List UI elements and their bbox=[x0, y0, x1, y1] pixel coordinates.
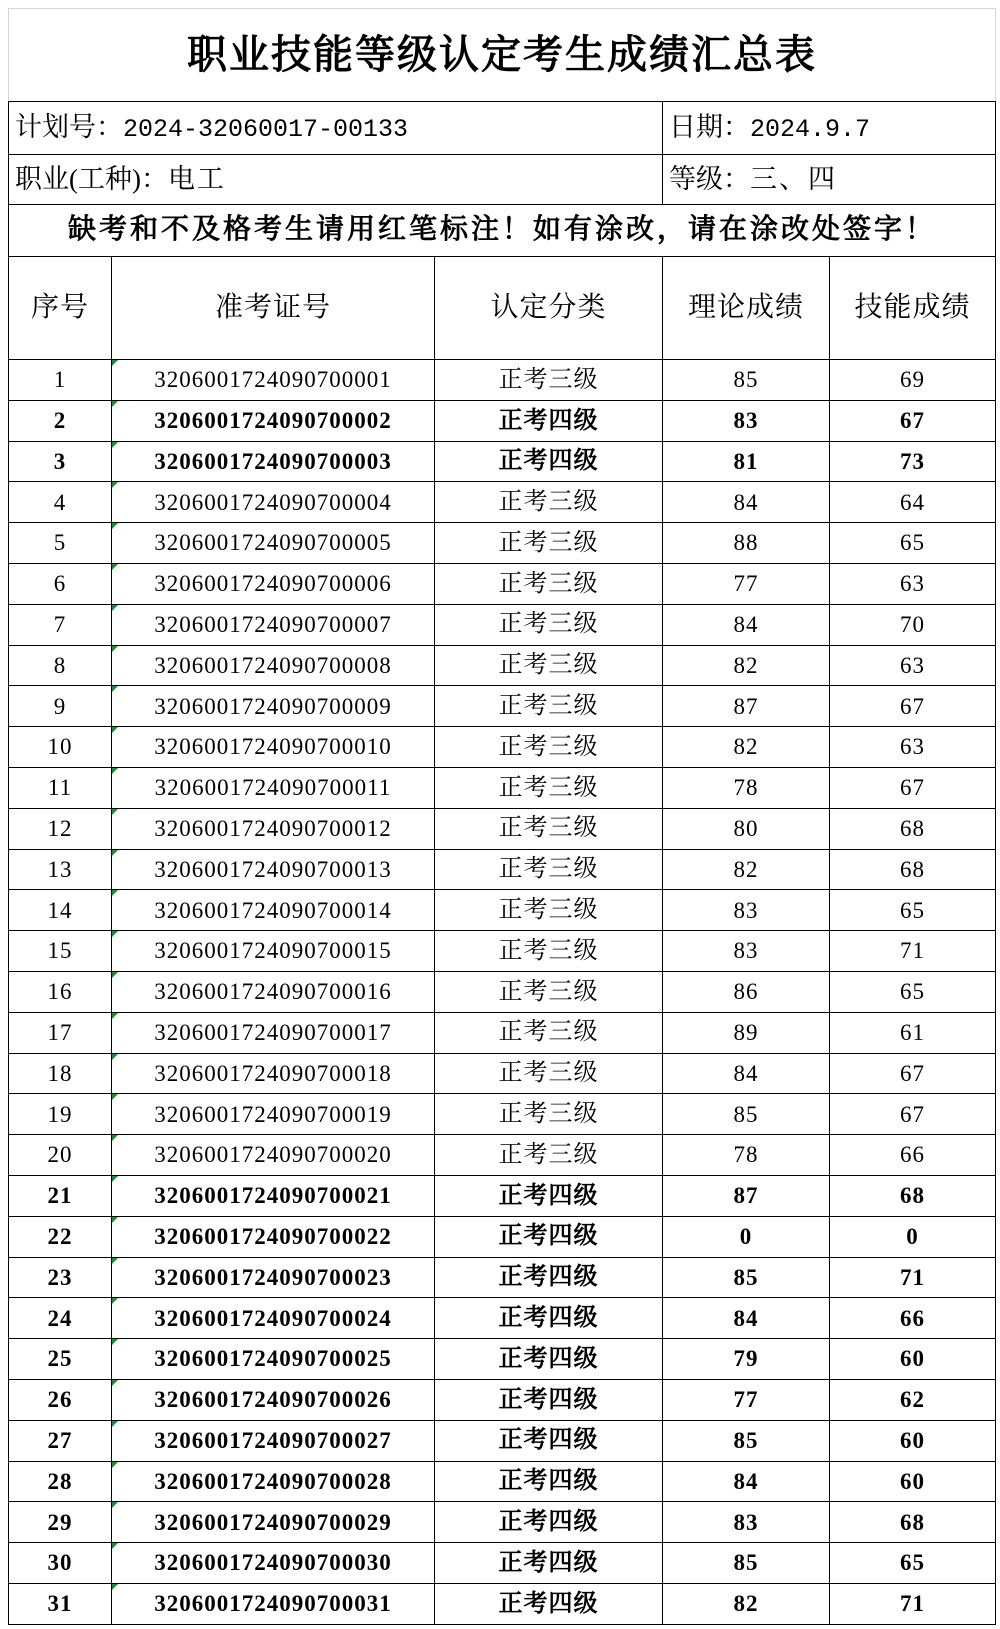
cell-skill-score: 68 bbox=[830, 1502, 996, 1543]
cell-exam-id: 3206001724090700020 bbox=[112, 1135, 435, 1176]
cell-category: 正考四级 bbox=[435, 441, 663, 482]
cell-category: 正考三级 bbox=[435, 1012, 663, 1053]
cell-exam-id: 3206001724090700003 bbox=[112, 441, 435, 482]
table-row bbox=[9, 604, 996, 645]
cell-skill-score: 66 bbox=[830, 1135, 996, 1176]
cell-category: 正考三级 bbox=[435, 482, 663, 523]
column-header-row bbox=[9, 257, 996, 360]
cell-exam-id: 3206001724090700005 bbox=[112, 523, 435, 564]
cell-theory-score: 82 bbox=[663, 849, 830, 890]
cell-seq: 9 bbox=[9, 686, 112, 727]
cell-skill-score: 68 bbox=[830, 849, 996, 890]
plan-number-cell bbox=[9, 102, 663, 155]
cell-exam-id: 3206001724090700018 bbox=[112, 1053, 435, 1094]
cell-theory-score: 79 bbox=[663, 1339, 830, 1380]
cell-seq: 12 bbox=[9, 808, 112, 849]
cell-exam-id: 3206001724090700023 bbox=[112, 1257, 435, 1298]
cell-category: 正考四级 bbox=[435, 1461, 663, 1502]
cell-seq: 23 bbox=[9, 1257, 112, 1298]
cell-skill-score: 67 bbox=[830, 1094, 996, 1135]
cell-category: 正考四级 bbox=[435, 1339, 663, 1380]
table-row bbox=[9, 686, 996, 727]
table-row bbox=[9, 1012, 996, 1053]
cell-category: 正考四级 bbox=[435, 1379, 663, 1420]
cell-seq: 17 bbox=[9, 1012, 112, 1053]
cell-skill-score: 61 bbox=[830, 1012, 996, 1053]
cell-theory-score: 84 bbox=[663, 604, 830, 645]
cell-category: 正考三级 bbox=[435, 931, 663, 972]
cell-seq: 4 bbox=[9, 482, 112, 523]
table-row bbox=[9, 1543, 996, 1584]
cell-seq: 21 bbox=[9, 1175, 112, 1216]
cell-category: 正考四级 bbox=[435, 1216, 663, 1257]
level-value: 三、四 bbox=[750, 163, 837, 194]
column-header-skill-score: 技能成绩 bbox=[830, 257, 996, 360]
column-header-exam-id: 准考证号 bbox=[112, 257, 435, 360]
cell-seq: 5 bbox=[9, 523, 112, 564]
table-row bbox=[9, 971, 996, 1012]
level-label: 等级： bbox=[669, 163, 750, 194]
cell-theory-score: 83 bbox=[663, 1502, 830, 1543]
cell-skill-score: 67 bbox=[830, 767, 996, 808]
cell-seq: 10 bbox=[9, 727, 112, 768]
cell-skill-score: 71 bbox=[830, 1257, 996, 1298]
cell-seq: 1 bbox=[9, 360, 112, 401]
cell-exam-id: 3206001724090700021 bbox=[112, 1175, 435, 1216]
cell-seq: 14 bbox=[9, 890, 112, 931]
cell-category: 正考四级 bbox=[435, 400, 663, 441]
cell-skill-score: 71 bbox=[830, 931, 996, 972]
cell-theory-score: 85 bbox=[663, 360, 830, 401]
date-label: 日期： bbox=[669, 111, 750, 142]
table-row bbox=[9, 1094, 996, 1135]
cell-exam-id: 3206001724090700006 bbox=[112, 563, 435, 604]
table-row bbox=[9, 849, 996, 890]
cell-category: 正考四级 bbox=[435, 1543, 663, 1584]
cell-theory-score: 84 bbox=[663, 482, 830, 523]
cell-theory-score: 83 bbox=[663, 931, 830, 972]
cell-skill-score: 73 bbox=[830, 441, 996, 482]
cell-theory-score: 84 bbox=[663, 1053, 830, 1094]
cell-exam-id: 3206001724090700030 bbox=[112, 1543, 435, 1584]
table-row bbox=[9, 1379, 996, 1420]
info-row-plan-date bbox=[9, 102, 996, 155]
cell-category: 正考三级 bbox=[435, 360, 663, 401]
cell-exam-id: 3206001724090700010 bbox=[112, 727, 435, 768]
cell-exam-id: 3206001724090700026 bbox=[112, 1379, 435, 1420]
table-body bbox=[9, 9, 996, 1625]
table-row bbox=[9, 400, 996, 441]
table-row bbox=[9, 1298, 996, 1339]
cell-category: 正考三级 bbox=[435, 971, 663, 1012]
cell-category: 正考三级 bbox=[435, 767, 663, 808]
cell-theory-score: 0 bbox=[663, 1216, 830, 1257]
cell-exam-id: 3206001724090700002 bbox=[112, 400, 435, 441]
cell-category: 正考四级 bbox=[435, 1502, 663, 1543]
cell-exam-id: 3206001724090700011 bbox=[112, 767, 435, 808]
cell-category: 正考三级 bbox=[435, 1094, 663, 1135]
cell-theory-score: 77 bbox=[663, 1379, 830, 1420]
cell-category: 正考四级 bbox=[435, 1298, 663, 1339]
cell-seq: 25 bbox=[9, 1339, 112, 1380]
cell-exam-id: 3206001724090700022 bbox=[112, 1216, 435, 1257]
cell-skill-score: 63 bbox=[830, 645, 996, 686]
cell-seq: 2 bbox=[9, 400, 112, 441]
table-row bbox=[9, 441, 996, 482]
score-summary-table bbox=[8, 8, 996, 1625]
level-cell bbox=[663, 155, 996, 205]
cell-exam-id: 3206001724090700008 bbox=[112, 645, 435, 686]
cell-skill-score: 69 bbox=[830, 360, 996, 401]
cell-exam-id: 3206001724090700016 bbox=[112, 971, 435, 1012]
plan-number-label: 计划号： bbox=[15, 111, 123, 142]
cell-exam-id: 3206001724090700014 bbox=[112, 890, 435, 931]
cell-skill-score: 60 bbox=[830, 1339, 996, 1380]
cell-theory-score: 83 bbox=[663, 890, 830, 931]
cell-category: 正考三级 bbox=[435, 808, 663, 849]
cell-seq: 28 bbox=[9, 1461, 112, 1502]
table-row bbox=[9, 1339, 996, 1380]
cell-exam-id: 3206001724090700031 bbox=[112, 1583, 435, 1624]
cell-category: 正考三级 bbox=[435, 727, 663, 768]
cell-skill-score: 64 bbox=[830, 482, 996, 523]
cell-exam-id: 3206001724090700007 bbox=[112, 604, 435, 645]
cell-exam-id: 3206001724090700019 bbox=[112, 1094, 435, 1135]
notice-text: 缺考和不及格考生请用红笔标注！如有涂改，请在涂改处签字！ bbox=[9, 205, 996, 257]
cell-category: 正考三级 bbox=[435, 686, 663, 727]
cell-skill-score: 65 bbox=[830, 523, 996, 564]
cell-skill-score: 70 bbox=[830, 604, 996, 645]
cell-theory-score: 78 bbox=[663, 1135, 830, 1176]
table-row bbox=[9, 1135, 996, 1176]
cell-exam-id: 3206001724090700017 bbox=[112, 1012, 435, 1053]
table-row bbox=[9, 727, 996, 768]
cell-skill-score: 65 bbox=[830, 971, 996, 1012]
cell-theory-score: 84 bbox=[663, 1298, 830, 1339]
cell-seq: 6 bbox=[9, 563, 112, 604]
table-row bbox=[9, 1420, 996, 1461]
column-header-category: 认定分类 bbox=[435, 257, 663, 360]
cell-seq: 19 bbox=[9, 1094, 112, 1135]
cell-theory-score: 85 bbox=[663, 1257, 830, 1298]
cell-exam-id: 3206001724090700001 bbox=[112, 360, 435, 401]
cell-skill-score: 67 bbox=[830, 400, 996, 441]
cell-skill-score: 68 bbox=[830, 808, 996, 849]
cell-exam-id: 3206001724090700015 bbox=[112, 931, 435, 972]
column-header-theory-score: 理论成绩 bbox=[663, 257, 830, 360]
cell-exam-id: 3206001724090700024 bbox=[112, 1298, 435, 1339]
cell-skill-score: 65 bbox=[830, 1543, 996, 1584]
cell-theory-score: 85 bbox=[663, 1543, 830, 1584]
info-row-occupation-level bbox=[9, 155, 996, 205]
cell-exam-id: 3206001724090700004 bbox=[112, 482, 435, 523]
cell-theory-score: 80 bbox=[663, 808, 830, 849]
cell-theory-score: 86 bbox=[663, 971, 830, 1012]
cell-exam-id: 3206001724090700028 bbox=[112, 1461, 435, 1502]
cell-theory-score: 89 bbox=[663, 1012, 830, 1053]
table-row bbox=[9, 1461, 996, 1502]
cell-seq: 31 bbox=[9, 1583, 112, 1624]
table-row bbox=[9, 931, 996, 972]
cell-category: 正考四级 bbox=[435, 1420, 663, 1461]
cell-skill-score: 0 bbox=[830, 1216, 996, 1257]
cell-theory-score: 88 bbox=[663, 523, 830, 564]
cell-skill-score: 68 bbox=[830, 1175, 996, 1216]
cell-theory-score: 78 bbox=[663, 767, 830, 808]
cell-exam-id: 3206001724090700013 bbox=[112, 849, 435, 890]
cell-seq: 16 bbox=[9, 971, 112, 1012]
cell-category: 正考四级 bbox=[435, 1257, 663, 1298]
cell-seq: 3 bbox=[9, 441, 112, 482]
cell-seq: 8 bbox=[9, 645, 112, 686]
occupation-cell bbox=[9, 155, 663, 205]
cell-theory-score: 82 bbox=[663, 727, 830, 768]
cell-seq: 22 bbox=[9, 1216, 112, 1257]
cell-category: 正考三级 bbox=[435, 645, 663, 686]
table-row bbox=[9, 808, 996, 849]
cell-seq: 26 bbox=[9, 1379, 112, 1420]
cell-skill-score: 66 bbox=[830, 1298, 996, 1339]
cell-seq: 11 bbox=[9, 767, 112, 808]
cell-seq: 27 bbox=[9, 1420, 112, 1461]
cell-theory-score: 84 bbox=[663, 1461, 830, 1502]
cell-exam-id: 3206001724090700009 bbox=[112, 686, 435, 727]
date-cell bbox=[663, 102, 996, 155]
table-row bbox=[9, 1175, 996, 1216]
table-row bbox=[9, 767, 996, 808]
occupation-label: 职业(工种)： bbox=[15, 163, 168, 194]
table-row bbox=[9, 563, 996, 604]
cell-skill-score: 65 bbox=[830, 890, 996, 931]
page-title: 职业技能等级认定考生成绩汇总表 bbox=[9, 9, 996, 102]
cell-theory-score: 87 bbox=[663, 1175, 830, 1216]
cell-exam-id: 3206001724090700027 bbox=[112, 1420, 435, 1461]
cell-category: 正考三级 bbox=[435, 563, 663, 604]
cell-seq: 20 bbox=[9, 1135, 112, 1176]
cell-skill-score: 60 bbox=[830, 1420, 996, 1461]
cell-skill-score: 63 bbox=[830, 727, 996, 768]
cell-skill-score: 67 bbox=[830, 686, 996, 727]
cell-seq: 7 bbox=[9, 604, 112, 645]
notice-row bbox=[9, 205, 996, 257]
cell-seq: 29 bbox=[9, 1502, 112, 1543]
cell-theory-score: 83 bbox=[663, 400, 830, 441]
title-row bbox=[9, 9, 996, 102]
cell-skill-score: 71 bbox=[830, 1583, 996, 1624]
cell-theory-score: 82 bbox=[663, 1583, 830, 1624]
plan-number-value: 2024-32060017-00133 bbox=[123, 114, 409, 144]
table-row bbox=[9, 1053, 996, 1094]
cell-category: 正考四级 bbox=[435, 1583, 663, 1624]
cell-exam-id: 3206001724090700012 bbox=[112, 808, 435, 849]
cell-theory-score: 81 bbox=[663, 441, 830, 482]
date-value: 2024.9.7 bbox=[750, 114, 871, 144]
cell-theory-score: 85 bbox=[663, 1420, 830, 1461]
table-row bbox=[9, 482, 996, 523]
cell-skill-score: 63 bbox=[830, 563, 996, 604]
cell-category: 正考四级 bbox=[435, 1175, 663, 1216]
cell-theory-score: 87 bbox=[663, 686, 830, 727]
cell-seq: 13 bbox=[9, 849, 112, 890]
cell-seq: 15 bbox=[9, 931, 112, 972]
cell-skill-score: 62 bbox=[830, 1379, 996, 1420]
cell-seq: 18 bbox=[9, 1053, 112, 1094]
cell-category: 正考三级 bbox=[435, 849, 663, 890]
table-row bbox=[9, 1502, 996, 1543]
cell-theory-score: 77 bbox=[663, 563, 830, 604]
cell-skill-score: 67 bbox=[830, 1053, 996, 1094]
cell-theory-score: 85 bbox=[663, 1094, 830, 1135]
cell-seq: 24 bbox=[9, 1298, 112, 1339]
cell-exam-id: 3206001724090700029 bbox=[112, 1502, 435, 1543]
table-row bbox=[9, 523, 996, 564]
table-row bbox=[9, 1583, 996, 1624]
table-row bbox=[9, 645, 996, 686]
cell-skill-score: 60 bbox=[830, 1461, 996, 1502]
cell-exam-id: 3206001724090700025 bbox=[112, 1339, 435, 1380]
occupation-value: 电工 bbox=[167, 163, 226, 194]
cell-category: 正考三级 bbox=[435, 890, 663, 931]
cell-seq: 30 bbox=[9, 1543, 112, 1584]
cell-category: 正考三级 bbox=[435, 604, 663, 645]
table-row bbox=[9, 360, 996, 401]
cell-category: 正考三级 bbox=[435, 523, 663, 564]
cell-category: 正考三级 bbox=[435, 1135, 663, 1176]
column-header-seq: 序号 bbox=[9, 257, 112, 360]
cell-category: 正考三级 bbox=[435, 1053, 663, 1094]
cell-theory-score: 82 bbox=[663, 645, 830, 686]
table-row bbox=[9, 890, 996, 931]
table-row bbox=[9, 1257, 996, 1298]
table-row bbox=[9, 1216, 996, 1257]
